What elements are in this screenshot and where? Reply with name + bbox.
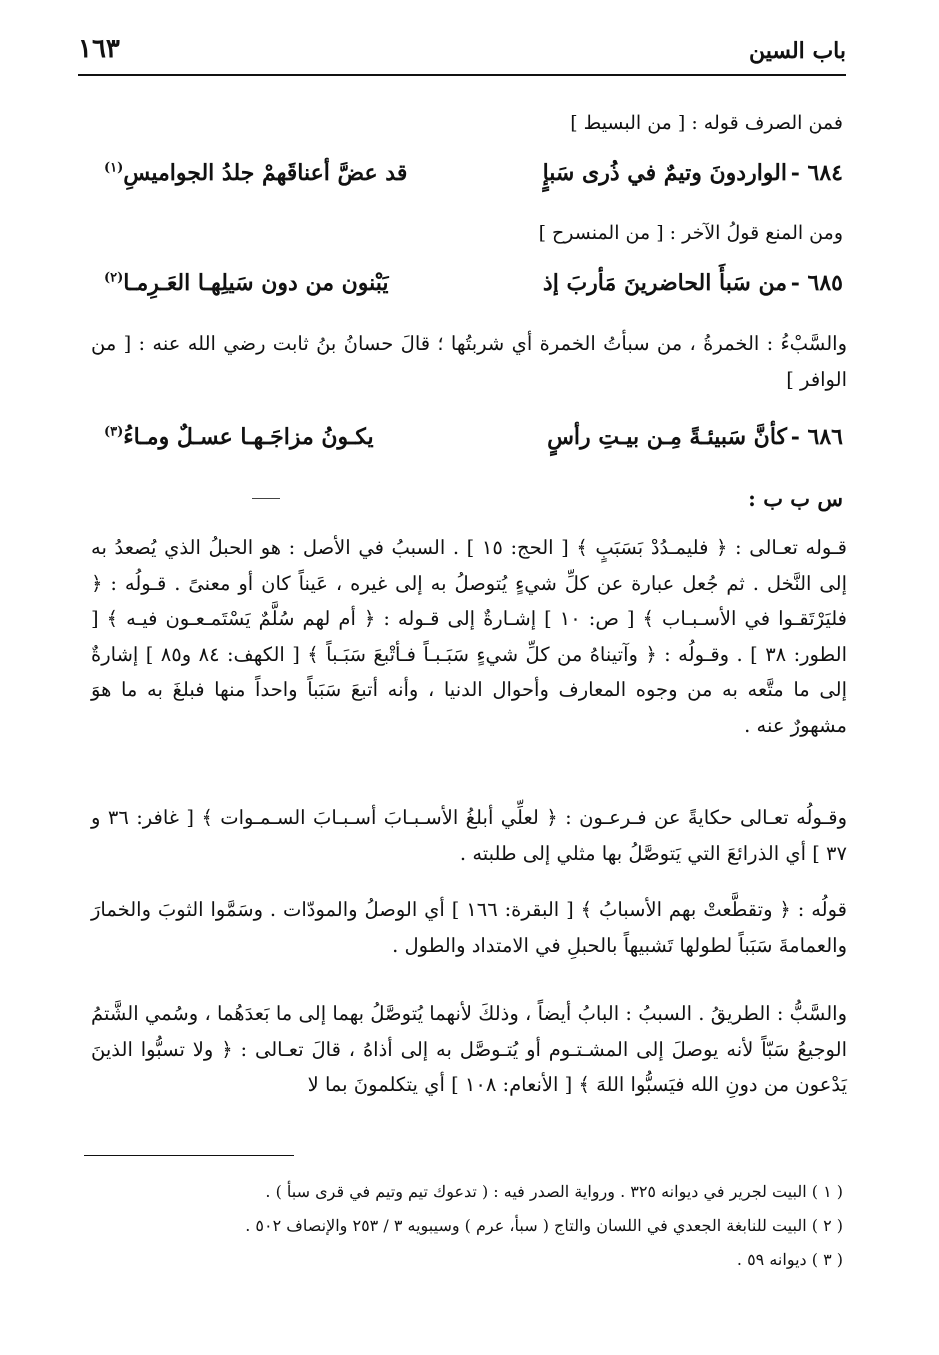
running-header bbox=[78, 30, 846, 76]
verse-first-hemistich: الواردونَ وتيمٌ في ذُرى سَبإٍ bbox=[542, 160, 787, 186]
verse-684 bbox=[0, 160, 939, 192]
paragraph-2: وقـولُه تعـالى حكايةً عن فـرعـون : ﴿ لعلِّي أبلغُ الأسـبـابَ أسـبـابَ السـمـوات ﴾ [ غافر: ٣٦ و ٣٧ ] أي الذرائعَ التي يَتوصَّلُ بها مثلي إلى طلبته . bbox=[91, 806, 848, 865]
verse-second-hemistich: يكـونُ مزاجَـهـا عسـلٌ ومـاءُ$^{(٣)}$ bbox=[104, 424, 374, 450]
intro-line-2: ومن المنع قولُ الآخر : [ من المنسرح ] bbox=[538, 222, 843, 244]
footnote-separator bbox=[84, 1155, 294, 1156]
footnote-3: ( ٣ ) ديوانه ٥٩ . bbox=[736, 1250, 843, 1269]
verse-second-hemistich: يَبْنون من دون سَيلِهـا العَـرِمـا$^{(٢)}$ bbox=[104, 270, 389, 296]
verse-number: ٦٨٥ - bbox=[790, 270, 843, 296]
paragraph-3: قولُه : ﴿ وتقطَّعتْ بهم الأسبابُ ﴾ [ البقرة: ١٦٦ ] أي الوصلُ والمودّات . وسَمَّوا الثوبَ والخمارَ والعمامةَ سَبَباً لطولها تَشبيهاً بالحبلِ في الامتداد والطول . bbox=[91, 898, 847, 957]
paragraph-1: قـوله تعـالى : ﴿ فليمـدُدْ بَسَبَبٍ ﴾ [ الحج: ١٥ ] . السببُ في الأصل : هو الحبلُ الذي يُصعدُ به إلى النَّخل . ثم جُعل عبارة عن كلِّ شيءٍ يُتوصلُ به إلى غيره ، عَيناً كان أو معنىً . قـولُه : ﴿ فليَرْتَقـوا في الأسـبـاب ﴾ [ ص: ١٠ ] إشـارةٌ إلى قـوله : ﴿ أم لهم سُلَّمٌ يَسْتَمـعـون فيـه ﴾ [ الطور: ٣٨ ] . وقـولُه : ﴿ وآتيناهُ من كلِّ شيءٍ سَبَـبـاً فـأتْبعَ سَبَـباً ﴾ [ الكهف: ٨٤ و٨٥ ] إشارةٌ إلى ما متَّعه به من وجوه المعارف وأحوال الدنيا ، وأنه أتبعَ سَبَباً واحداً منها فبلغَ به ما هوَ مشهورٌ عنه . bbox=[91, 536, 847, 737]
footnote-2: ( ٢ ) البيت للنابغة الجعدي في اللسان والتاج ( سبأ، عرم ) وسيبويه ٣ / ٢٥٣ والإنصاف ٥٠٢ . bbox=[245, 1216, 843, 1235]
verse-first-hemistich: كأنَّ سَبيئـةً مِـن بيـتِ رأسٍ bbox=[547, 424, 787, 450]
verse-number: ٦٨٤ - bbox=[790, 160, 843, 186]
root-heading: س ب ب : bbox=[748, 486, 843, 511]
verse-second-hemistich: قد عضَّ أعناقَهمْ جلدُ الجواميسِ$^{(١)}$ bbox=[104, 160, 408, 186]
chapter-title: باب السين bbox=[748, 38, 846, 64]
decorative-dash bbox=[252, 498, 280, 499]
footnote-ref: (١) bbox=[104, 160, 124, 176]
paragraph-4: والسَّبُّ : الطريقُ . السببُ : البابُ أيضاً ، وذلكَ لأنهما يُتوصَّلُ بهما إلى ما بَعدَهُما ، وسُمي الشَّتمُ الوجيعُ سَبّاً لأنه يوصلَ إلى المشـتـوم أو يُتـوصَّل به إلى أذاهُ ، قالَ تعـالى : ﴿ ولا تسبُّوا الذينَ يَدْعون من دونِ الله فيَسبُّوا اللهَ ﴾ [ الأنعام: ١٠٨ ] أي يتكلمونَ بما لا bbox=[91, 1002, 847, 1096]
verse-first-hemistich: من سَبأَ الحاضرينَ مَأربَ إذ bbox=[542, 270, 787, 296]
paragraph-sabaa: والسَّبْءُ : الخمرةُ ، من سبأتُ الخمرة أي شربتُها ؛ قالَ حسانُ بنُ ثابت رضي الله عنه : [ من الوافر ] bbox=[91, 332, 847, 391]
verse-number: ٦٨٦ - bbox=[790, 424, 843, 450]
footnote-ref: (٣) bbox=[104, 424, 124, 440]
verse-685 bbox=[0, 270, 939, 302]
footnote-1: ( ١ ) البيت لجرير في ديوانه ٣٢٥ . ورواية الصدر فيه : ( تدعوك تيم وتيم في قرى سبأ ) . bbox=[265, 1182, 843, 1201]
verse-686 bbox=[0, 424, 939, 456]
page-number: ١٦٣ bbox=[78, 34, 120, 64]
intro-line-1: فمن الصرف قوله : [ من البسيط ] bbox=[570, 112, 843, 134]
footnote-ref: (٢) bbox=[104, 270, 124, 286]
